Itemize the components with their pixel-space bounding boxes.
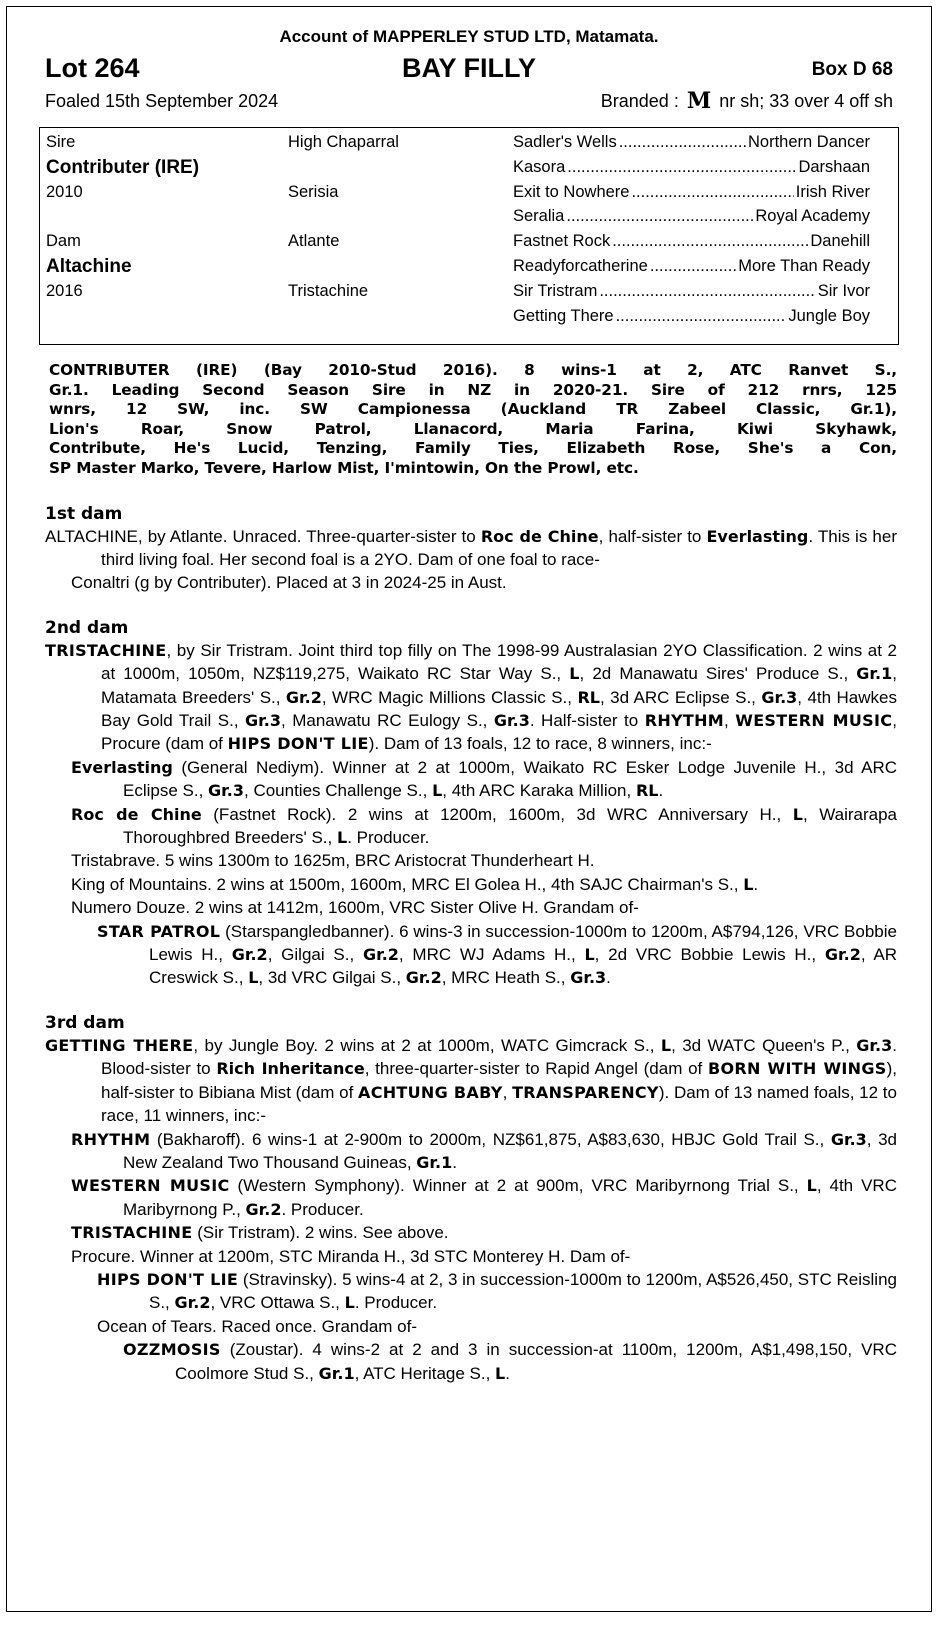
horse-name: RL bbox=[635, 781, 659, 801]
leader-dots bbox=[566, 204, 753, 229]
entry-text: ). Dam of 13 foals, 12 to race, 8 winners, inc:- bbox=[368, 734, 712, 754]
ancestor-name: Fastnet Rock bbox=[513, 232, 611, 250]
horse-name: Gr.1 bbox=[318, 1363, 355, 1383]
ancestor-sire: Irish River bbox=[795, 183, 870, 201]
horse-name: L bbox=[248, 968, 259, 988]
ancestor-row bbox=[513, 155, 870, 180]
dam-sire: Atlante bbox=[288, 232, 340, 250]
entry-text: (Fastnet Rock). 2 wins at 1200m, 1600m, 3d WRC Anniversary H., bbox=[201, 804, 793, 824]
horse-name: Gr.3 bbox=[570, 968, 607, 988]
ancestor-sire: More Than Ready bbox=[738, 257, 870, 275]
horse-name: Rich Inheritance bbox=[216, 1059, 365, 1079]
horse-name: ACHTUNG BABY bbox=[358, 1082, 503, 1102]
ancestor-row bbox=[513, 279, 870, 304]
entry-text: , MRC Heath S., bbox=[441, 968, 571, 988]
entry-text: , Wairarapa Thoroughbred Breeders' S., bbox=[123, 804, 897, 848]
leader-dots bbox=[599, 279, 815, 304]
pedigree-entry bbox=[71, 849, 897, 872]
entry-text: , 3d WATC Queen's P., bbox=[671, 1035, 857, 1055]
sire-year: 2010 bbox=[46, 183, 83, 201]
ancestor-name: Seralia bbox=[513, 207, 565, 225]
sire-summary bbox=[49, 361, 897, 479]
ancestor-sire: Jungle Boy bbox=[788, 307, 870, 325]
entry-text: (Stravinsky). 5 wins-4 at 2, 3 in succession-1000m to 1200m, A$526,450, STC Reisling S., bbox=[149, 1269, 897, 1313]
horse-name: L bbox=[344, 1293, 355, 1313]
sire-label: Sire bbox=[46, 133, 76, 151]
second-dam-entries bbox=[35, 639, 903, 990]
pedigree-entry bbox=[71, 1128, 897, 1175]
leader-dots bbox=[567, 155, 796, 180]
horse-name: L bbox=[806, 1176, 817, 1196]
entry-text: (General Nediym). Winner at 2 at 1000m, Waikato RC Esker Lodge Juvenile H., 3d ARC Eclipse S., bbox=[123, 757, 897, 801]
entry-text: , 4th Hawkes Bay Gold Trail S., bbox=[101, 687, 897, 730]
pedigree-table bbox=[39, 127, 899, 345]
ancestor-row bbox=[513, 180, 870, 205]
sire-summary-line: Contribute, He's Lucid, Tenzing, Family Ties, Elizabeth Rose, She's a Con, bbox=[49, 439, 897, 458]
vendor-account: Account of MAPPERLEY STUD LTD, Matamata. bbox=[279, 27, 659, 46]
entry-text: , 3d ARC Eclipse S., bbox=[599, 687, 762, 707]
title-row bbox=[35, 51, 903, 85]
sire-summary-line: Gr.1. Leading Second Season Sire in NZ in 2020-21. Sire of 212 rnrs, 125 bbox=[49, 380, 897, 399]
entry-text: , 3d New Zealand Two Thousand Guineas, bbox=[123, 1129, 897, 1172]
entry-text: . Producer. bbox=[354, 1293, 438, 1313]
pedigree-entry bbox=[71, 873, 897, 896]
entry-text: Numero Douze. 2 wins at 1412m, 1600m, VRC Sister Olive H. Grandam of- bbox=[71, 898, 639, 918]
pedigree-entry bbox=[45, 639, 897, 756]
horse-name: RHYTHM bbox=[644, 711, 725, 730]
entry-text: , three-quarter-sister to Rapid Angel (dam of bbox=[364, 1059, 708, 1079]
entry-text: , 4th VRC Maribyrnong P., bbox=[123, 1176, 897, 1219]
leader-dots bbox=[619, 130, 746, 155]
entry-text: , Manawatu RC Eulogy S., bbox=[281, 711, 494, 730]
entry-text: , Counties Challenge S., bbox=[244, 781, 433, 801]
pedigree-entry bbox=[97, 920, 897, 990]
sire-summary-line: CONTRIBUTER (IRE) (Bay 2010-Stud 2016). 8 wins-1 at 2, ATC Ranvet S., bbox=[49, 361, 897, 379]
leader-dots bbox=[631, 180, 793, 205]
ancestor-row bbox=[513, 130, 870, 155]
entry-text: (Starspangledbanner). 6 wins-3 in succession-1000m to 1200m, A$794,126, VRC Bobbie Lewis H., bbox=[149, 921, 897, 965]
horse-name: HIPS DON'T LIE bbox=[97, 1269, 239, 1289]
entry-text: ), half-sister to Bibiana Mist (dam of bbox=[101, 1059, 898, 1102]
ancestor-name: Sir Tristram bbox=[513, 282, 598, 300]
horse-name: Gr.3 bbox=[245, 711, 281, 730]
ancestor-row bbox=[513, 254, 870, 279]
horse-name: Gr.3 bbox=[208, 781, 244, 801]
horse-name: Gr.2 bbox=[231, 945, 268, 965]
entry-text: , WRC Magic Millions Classic S., bbox=[321, 687, 578, 707]
entry-text: . Half-sister to bbox=[529, 711, 645, 730]
horse-name: L bbox=[584, 945, 595, 965]
sire-name: Contributer (IRE) bbox=[46, 157, 200, 178]
branded-detail: nr sh; 33 over 4 off sh bbox=[719, 91, 893, 111]
foaled-date: Foaled 15th September 2024 bbox=[45, 91, 279, 111]
entry-text: . bbox=[606, 968, 611, 988]
ancestor-row bbox=[513, 204, 870, 229]
pedigree-entry bbox=[71, 1221, 897, 1244]
ancestor-sire: Sir Ivor bbox=[817, 282, 870, 300]
ancestor-name: Sadler's Wells bbox=[513, 133, 617, 151]
horse-name: HIPS DON'T LIE bbox=[227, 734, 369, 754]
brand-mark-icon: M bbox=[686, 88, 712, 114]
ancestor-sire: Northern Dancer bbox=[748, 133, 870, 151]
pedigree-entry bbox=[97, 1268, 897, 1315]
entry-text: . bbox=[505, 1363, 510, 1383]
foaled-row bbox=[35, 85, 903, 117]
entry-text: , bbox=[502, 1082, 513, 1102]
first-dam-section bbox=[35, 503, 903, 595]
horse-name: Gr.1 bbox=[856, 664, 893, 684]
third-dam-section bbox=[35, 1012, 903, 1385]
lot-number: Lot 264 bbox=[45, 53, 140, 83]
horse-name: Gr.2 bbox=[285, 687, 322, 707]
horse-name: RL bbox=[577, 687, 600, 707]
sire-dam: Serisia bbox=[288, 183, 339, 201]
entry-text: . This is her third living foal. Her second foal is a 2YO. Dam of one foal to race- bbox=[101, 526, 897, 569]
entry-text: (Bakharoff). 6 wins-1 at 2-900m to 2000m, NZ$61,875, A$83,630, HBJC Gold Trail S., bbox=[150, 1129, 831, 1149]
entry-text: , ATC Heritage S., bbox=[354, 1363, 496, 1383]
entry-text: (Sir Tristram). 2 wins. See above. bbox=[192, 1223, 449, 1243]
horse-name: TRANSPARENCY bbox=[512, 1082, 659, 1102]
sire-summary-line: Lion's Roar, Snow Patrol, Llanacord, Maria Farina, Kiwi Skyhawk, bbox=[49, 419, 897, 438]
pedigree-entry bbox=[45, 525, 897, 572]
entry-text: (Western Symphony). Winner at 2 at 900m, VRC Maribyrnong Trial S., bbox=[229, 1176, 807, 1196]
entry-text: Ocean of Tears. Raced once. Grandam of- bbox=[97, 1316, 418, 1336]
horse-name: OZZMOSIS bbox=[123, 1340, 221, 1360]
pedigree-entry bbox=[123, 1338, 897, 1385]
horse-name: Roc de Chine bbox=[71, 804, 202, 824]
entry-text: Tristabrave. 5 wins 1300m to 1625m, BRC Aristocrat Thunderheart H. bbox=[71, 851, 595, 871]
pedigree-entry bbox=[71, 1174, 897, 1221]
horse-name: BORN WITH WINGS bbox=[707, 1059, 887, 1079]
first-dam-entries bbox=[35, 525, 903, 595]
entry-text: Conaltri (g by Contributer). Placed at 3 in 2024-25 in Aust. bbox=[71, 573, 507, 593]
entry-text: . Producer. bbox=[281, 1199, 364, 1219]
entry-text: ). Dam of 13 named foals, 12 to race, 11 winners, inc:- bbox=[101, 1082, 897, 1126]
ancestor-sire: Royal Academy bbox=[755, 207, 870, 225]
leader-dots bbox=[650, 254, 736, 279]
horse-name: WESTERN MUSIC bbox=[735, 711, 893, 730]
sire-summary-line: wnrs, 12 SW, inc. SW Campionessa (Auckland TR Zabeel Classic, Gr.1), bbox=[49, 400, 897, 419]
sire-sire: High Chaparral bbox=[288, 133, 399, 151]
entry-text: ALTACHINE, by Atlante. Unraced. Three-quarter-sister to bbox=[45, 526, 481, 546]
entry-text: Procure. Winner at 1200m, STC Miranda H., 3d STC Monterey H. Dam of- bbox=[71, 1246, 631, 1266]
horse-name: L bbox=[336, 828, 348, 848]
horse-name: Gr.2 bbox=[405, 968, 442, 988]
horse-name: Roc de Chine bbox=[480, 526, 599, 546]
ancestor-name: Readyforcatherine bbox=[513, 257, 648, 275]
horse-name: L bbox=[660, 1035, 672, 1055]
pedigree-entry bbox=[71, 803, 897, 850]
leader-dots bbox=[612, 229, 808, 254]
entry-text: (Zoustar). 4 wins-2 at 2 and 3 in succession-at 1100m, 1200m, A$1,498,150, VRC Coolmore Stud S., bbox=[175, 1340, 897, 1383]
horse-name: L bbox=[569, 664, 580, 684]
entry-text: . bbox=[753, 874, 759, 894]
box-number: Box D 68 bbox=[811, 59, 893, 80]
horse-name: Gr.3 bbox=[856, 1035, 893, 1055]
pedigree-entry bbox=[71, 896, 897, 919]
horse-name: STAR PATROL bbox=[97, 921, 221, 941]
horse-name: Everlasting bbox=[706, 526, 809, 546]
branded-info bbox=[601, 85, 893, 117]
horse-name: GETTING THERE bbox=[45, 1035, 194, 1055]
second-dam-section bbox=[35, 617, 903, 990]
entry-text: , 2d Manawatu Sires' Produce S., bbox=[579, 664, 857, 684]
horse-name: L bbox=[743, 874, 754, 894]
entry-text: , half-sister to bbox=[598, 526, 707, 546]
horse-name: Gr.2 bbox=[245, 1199, 282, 1219]
pedigree-entry bbox=[71, 756, 897, 803]
entry-text: , by Sir Tristram. Joint third top filly on The 1998-99 Australasian 2YO Classification. 2 wins at 2 at 1000m, 1050m, NZ$119,275, Waikato RC Star Way S., bbox=[101, 640, 897, 684]
horse-name: Gr.3 bbox=[493, 711, 530, 730]
entry-text: , 4th ARC Karaka Million, bbox=[442, 781, 636, 801]
entry-text: , bbox=[724, 711, 736, 730]
dam-dam: Tristachine bbox=[288, 282, 369, 300]
branded-label: Branded : bbox=[600, 91, 679, 111]
horse-name: L bbox=[792, 804, 803, 824]
horse-name: RHYTHM bbox=[71, 1129, 151, 1149]
section-heading: 3rd dam bbox=[45, 1012, 125, 1033]
entry-text: . Producer. bbox=[347, 828, 430, 848]
horse-name: TRISTACHINE bbox=[71, 1223, 193, 1243]
entry-text: , Gilgai S., bbox=[267, 945, 363, 965]
pedigree-entry bbox=[97, 1315, 897, 1338]
dam-name: Altachine bbox=[46, 256, 132, 277]
ancestor-name: Kasora bbox=[513, 158, 566, 176]
entry-text: . bbox=[452, 1152, 457, 1172]
section-heading: 1st dam bbox=[45, 503, 123, 524]
entry-text: , Matamata Breeders' S., bbox=[101, 664, 897, 707]
horse-name: Gr.2 bbox=[362, 945, 399, 965]
third-dam-entries bbox=[35, 1034, 903, 1385]
entry-text: , 2d VRC Bobbie Lewis H., bbox=[594, 945, 825, 965]
horse-name: WESTERN MUSIC bbox=[71, 1176, 230, 1196]
horse-name: Gr.3 bbox=[761, 687, 798, 707]
horse-name: Gr.3 bbox=[830, 1129, 867, 1149]
horse-name: Gr.1 bbox=[416, 1152, 453, 1172]
entry-text: , Procure (dam of bbox=[101, 711, 898, 754]
entry-text: King of Mountains. 2 wins at 1500m, 1600m, MRC El Golea H., 4th SAJC Chairman's S., bbox=[71, 874, 744, 894]
ancestor-sire: Danehill bbox=[810, 232, 870, 250]
entry-text: . Blood-sister to bbox=[101, 1035, 897, 1079]
section-heading: 2nd dam bbox=[45, 617, 129, 638]
entry-text: , 3d VRC Gilgai S., bbox=[258, 968, 406, 988]
entry-text: , MRC WJ Adams H., bbox=[398, 945, 585, 965]
sire-summary-line: SP Master Marko, Tevere, Harlow Mist, I'mintowin, On the Prowl, etc. bbox=[49, 458, 639, 477]
ancestor-row bbox=[513, 304, 870, 329]
dam-label: Dam bbox=[46, 232, 81, 250]
dam-year: 2016 bbox=[46, 282, 83, 300]
entry-text: , VRC Ottawa S., bbox=[210, 1293, 345, 1313]
leader-dots bbox=[616, 304, 787, 329]
ancestor-row bbox=[513, 229, 870, 254]
horse-name: L bbox=[432, 781, 443, 801]
ancestor-name: Exit to Nowhere bbox=[513, 183, 630, 201]
catalogue-page bbox=[6, 6, 932, 1612]
horse-name: Everlasting bbox=[71, 757, 173, 777]
pedigree-entry bbox=[45, 1034, 897, 1128]
horse-name: TRISTACHINE bbox=[45, 640, 167, 660]
entry-text: . bbox=[658, 781, 664, 801]
horse-name: L bbox=[495, 1363, 506, 1383]
horse-name: Gr.2 bbox=[824, 945, 861, 965]
pedigree-entry bbox=[71, 571, 897, 594]
pedigree-entry bbox=[71, 1245, 897, 1268]
ancestor-name: Getting There bbox=[513, 307, 614, 325]
entry-text: , AR Creswick S., bbox=[149, 945, 898, 988]
horse-name: Gr.2 bbox=[174, 1293, 211, 1313]
sex-color: BAY FILLY bbox=[401, 53, 537, 83]
entry-text: , by Jungle Boy. 2 wins at 2 at 1000m, WATC Gimcrack S., bbox=[193, 1035, 661, 1055]
ancestor-sire: Darshaan bbox=[798, 158, 870, 176]
